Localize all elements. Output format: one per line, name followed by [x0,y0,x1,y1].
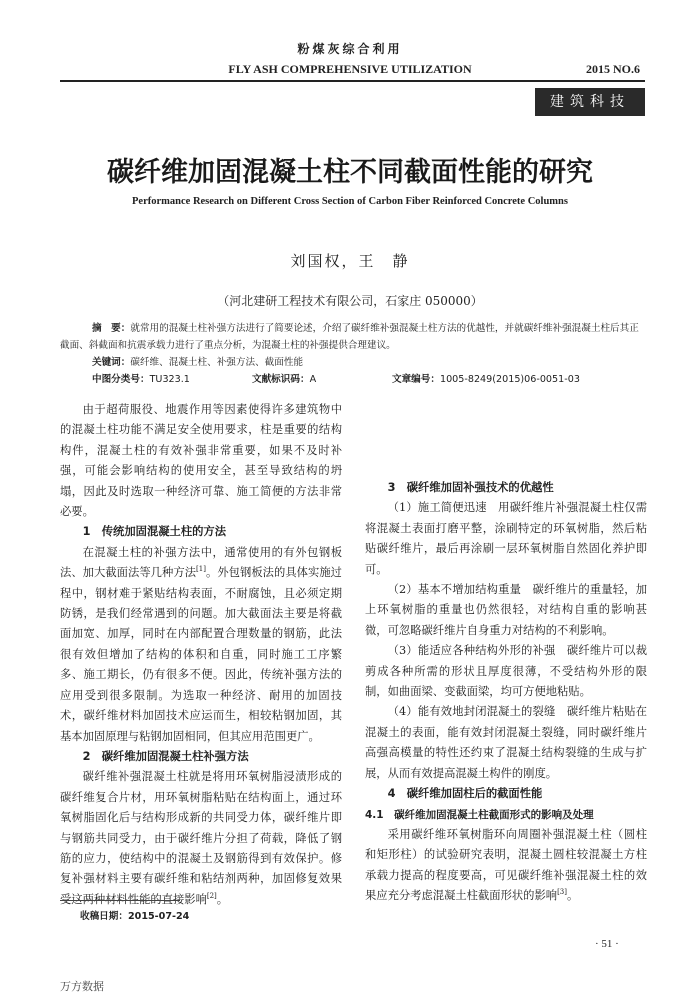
citation-ref-1: [1] [196,565,206,574]
journal-name-en: FLY ASH COMPREHENSIVE UTILIZATION [228,62,472,76]
citation-ref-3: [3] [557,888,567,897]
section-3-heading: 3 碳纤维加固补强技术的优越性 [387,481,554,494]
section-4-heading: 4 碳纤维加固柱后的截面性能 [387,787,543,801]
document-code: 文献标识码：A [252,374,317,385]
abstract-block [60,320,645,388]
keywords-label: 关键词： [92,357,131,368]
article-title-en: Performance Research on Different Cross Section of Carbon Fiber Reinforced Concrete Columns [132,196,568,207]
article-title-cn: 碳纤维加固混凝土柱不同截面性能的研究 [107,157,593,188]
advantage-item-3: （3）能适应各种结构外形的补强 碳纤维片可以裁剪成各种所需的形状且厚度很薄，不受结构外形的限制，如曲面梁、变截面梁，均可方便地粘贴。 [365,644,647,699]
body-right-column [365,408,647,907]
page-number: · 51 · [595,938,619,950]
body-left-column [60,400,342,910]
section-2-paragraph: 碳纤维补强混凝土柱就是将用环氧树脂浸渍形成的碳纤维复合片材，用环氧树脂粘贴在结构面上，通过环氧树脂固化后与结构形成新的共同受力体，碳纤维片即与钢筋共同受力，由于碳纤维片分担了荷载，降低了钢筋的应力，使结构中的混凝土及钢筋得到有效保护。修复补强材料主要有碳纤维和粘结剂两种，加固修复效果受这两种材料性能的直接影响[2]。 [60,770,342,906]
article-number: 文章编号：1005-8249(2015)06-0051-03 [392,374,580,385]
advantage-item-4: （4）能有效地封闭混凝土的裂缝 碳纤维片粘贴在混凝土的表面，能有效封闭混凝土裂缝，同时碳纤维片高强高模量的特性还约束了混凝土结构裂缝的生成与扩展，从而有效提高混凝土构件的刚度。 [365,705,647,780]
received-date: 收稿日期：2015-07-24 [80,911,190,922]
journal-name-cn: 粉煤灰综合利用 [297,42,403,56]
keywords [60,354,645,371]
abstract-label: 摘 要： [92,323,131,334]
citation-ref-2: [2] [206,891,217,900]
section-1-heading: 1 传统加固混凝土柱的方法 [82,525,227,539]
classification-row [60,371,645,388]
column-tag: 建筑科技 [535,88,645,116]
advantage-item-1: （1）施工简便迅速 用碳纤维片补强混凝土柱仅需将混凝土表面打磨平整，涂刷特定的环氧树脂，然后粘贴碳纤维片，最后再涂刷一层环氧树脂自然固化养护即可。 [365,501,647,576]
issue-number: 2015 NO.6 [586,62,640,76]
keywords-text: 碳纤维、混凝土柱、补强方法、截面性能 [130,357,304,368]
clc-code: 中图分类号：TU323.1 [92,374,190,385]
section-1-paragraph: 在混凝土柱的补强方法中，通常使用的有外包钢板法、加大截面法等几种方法[1]。外包钢板法的具体实施过程中，钢材难于紧贴结构表面，不耐腐蚀，且必须定期防锈，是我们经常遇到的问题。加大截面法主要是将截面加宽、加厚，同时在内部配置合理数量的钢筋，此法很有效但增加了结构的体积和自重，同时施工工序繁多、施工期长，仍有很多不便。因此，传统补强方法的应用受到很多限制。为选取一种经济、耐用的加固技术，碳纤维材料加固技术应运而生，相较粘钢加固，其基本加固原理与粘钢加固相同，但其应用范围更广。 [60,545,342,743]
intro-paragraph: 由于超荷服役、地震作用等因素使得许多建筑物中的混凝土柱功能不满足安全使用要求，柱是重要的结构构件，混凝土柱的有效补强非常重要，如果不及时补强，可能会影响结构的使用安全，甚至导致结构的坍塌，因此及时选取一种经济可靠、施工简便的方法非常必要。 [60,403,342,519]
authors: 刘国权，王 静 [290,252,410,270]
abstract-text: 就常用的混凝土柱补强方法进行了简要论述，介绍了碳纤维补强混凝土柱方法的优越性，并就碳纤维补强混凝土柱后其正截面、斜截面和抗震承载力进行了重点分析，为混凝土柱的补强提供合理建议。 [60,323,639,351]
footnote-rule [60,900,180,901]
section-2-heading: 2 碳纤维加固混凝土柱补强方法 [82,749,249,763]
section-4-1-paragraph: 采用碳纤维环氧树脂环向周圈补强混凝土柱（圆柱和矩形柱）的试验研究表明，混凝土圆柱较混凝土方柱承载力提高的程度要高，可见碳纤维补强混凝土柱的效果应充分考虑混凝土柱截面形状的影响[3]。 [365,827,647,903]
abstract [60,320,645,354]
advantage-item-2: （2）基本不增加结构重量 碳纤维片的重量轻，加上环氧树脂的重量也仍然很轻，对结构自重的影响甚微，可忽略碳纤维片自身重力对结构的不利影响。 [365,583,647,637]
affiliation: （河北建研工程技术有限公司，石家庄 050000） [217,294,483,308]
header-rule [60,80,645,82]
watermark-text: 万方数据 [60,980,104,993]
section-4-1-heading: 4.1 碳纤维加固混凝土柱截面形式的影响及处理 [365,808,594,821]
